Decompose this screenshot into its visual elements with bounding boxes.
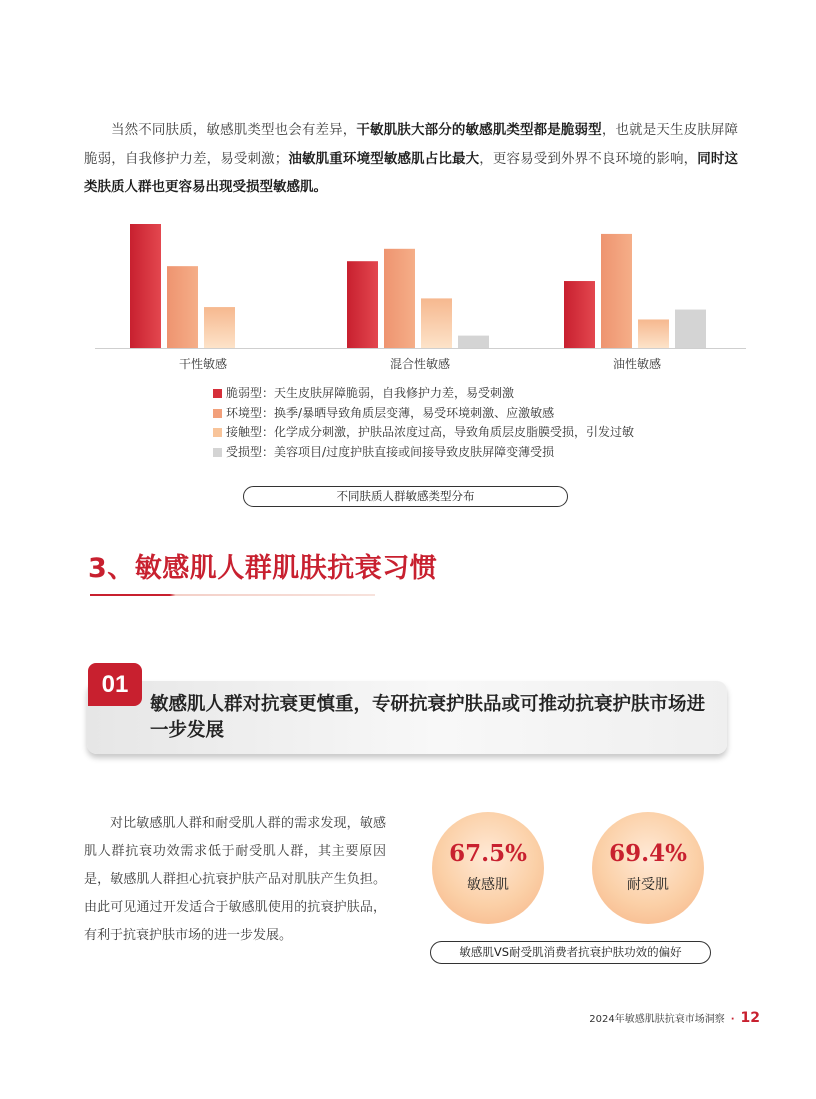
legend-desc-environmental: 换季/暴晒导致角质层变薄，易受环境刺激、应激敏感 [274, 405, 555, 420]
page-footer [560, 1010, 760, 1026]
stat-value-tolerant: 69.4% [609, 840, 687, 867]
legend-desc-fragile: 天生皮肤屏障脆弱，自我修护力差，易受刺激 [274, 386, 515, 400]
legend-swatch-environmental [213, 409, 222, 418]
stat-label-tolerant: 耐受肌 [627, 877, 669, 893]
bar-contact-2 [638, 319, 669, 348]
bar-damaged-1 [458, 336, 489, 348]
intro-text-1: 当然不同肤质，敏感肌类型也会有差异， [111, 122, 357, 138]
stat-circle-tolerant [592, 812, 704, 924]
legend-name-fragile: 脆弱型 [226, 386, 263, 400]
legend-colon: ： [262, 425, 275, 439]
legend-colon: ： [262, 386, 275, 400]
heading-underline [90, 594, 375, 596]
category-label-combination: 混合性敏感 [389, 357, 450, 371]
legend-name-damaged: 受损型 [226, 444, 263, 459]
category-label-dry: 干性敏感 [178, 357, 227, 371]
legend-item-environmental [213, 404, 634, 424]
stat-value-sensitive: 67.5% [449, 840, 527, 867]
report-title: 2024年敏感肌肤抗衰市场洞察 [589, 1014, 725, 1025]
stats-caption: 敏感肌VS耐受肌消费者抗衰护肤功效的偏好 [430, 941, 711, 964]
section-number-badge: 01 [88, 663, 142, 706]
stat-circle-sensitive [432, 812, 544, 924]
footer-separator: · [730, 1014, 735, 1025]
bar-environmental-2 [601, 234, 632, 348]
bar-fragile-2 [564, 281, 595, 348]
bar-environmental-0 [167, 266, 198, 348]
skin-type-bar-chart [90, 215, 750, 375]
intro-bold-1: 干敏肌肤大部分的敏感肌类型都是脆弱型 [356, 122, 602, 138]
bar-environmental-1 [384, 249, 415, 348]
category-label-oily: 油性敏感 [612, 357, 661, 371]
legend-item-damaged [213, 443, 634, 463]
bar-contact-1 [421, 298, 452, 348]
legend-swatch-contact [213, 428, 222, 437]
bar-fragile-1 [347, 261, 378, 348]
bar-damaged-2 [675, 310, 706, 348]
bar-fragile-0 [130, 224, 161, 348]
chart-legend [213, 384, 634, 462]
legend-name-environmental: 环境型 [226, 405, 263, 420]
legend-item-fragile [213, 384, 634, 404]
intro-text-2: ，也就是天生皮肤屏障脆弱，自我修护力差，易受刺激； [84, 122, 739, 167]
legend-colon: ： [262, 405, 275, 420]
legend-swatch-fragile [213, 389, 222, 398]
intro-paragraph [84, 116, 738, 202]
bar-contact-0 [204, 307, 235, 348]
stat-label-sensitive: 敏感肌 [467, 877, 509, 893]
intro-bold-2: 油敏肌重环境型敏感肌占比最大 [288, 150, 480, 167]
page-number: 12 [740, 1010, 760, 1026]
intro-text-3: ，更容易受到外界不良环境的影响， [479, 150, 698, 167]
legend-item-contact [213, 423, 634, 443]
chart-caption: 不同肤质人群敏感类型分布 [243, 486, 568, 507]
legend-colon: ： [262, 444, 275, 459]
legend-name-contact: 接触型 [226, 425, 263, 439]
legend-desc-contact: 化学成分刺激，护肤品浓度过高，导致角质层皮脂膜受损，引发过敏 [274, 425, 635, 439]
body-paragraph: 对比敏感肌人群和耐受肌人群的需求发现，敏感肌人群抗衰功效需求低于耐受肌人群，其主要原因是，敏感肌人群担心抗衰护肤产品对肌肤产生负担。由此可见通过开发适合于敏感肌使用的抗衰护肤品，有利于抗衰护肤市场的进一步发展。 [84, 816, 386, 943]
legend-swatch-damaged [213, 448, 222, 457]
card-title: 敏感肌人群对抗衰更慎重，专研抗衰护肤品或可推动抗衰护肤市场进一步发展 [150, 694, 706, 741]
legend-desc-damaged: 美容项目/过度护肤直接或间接导致皮肤屏障变薄受损 [274, 444, 555, 459]
section-heading: 3、敏感肌人群肌肤抗衰习惯 [88, 553, 438, 584]
intro-bold-3: 同时这类肤质人群也更容易出现受损型敏感肌。 [84, 150, 739, 195]
